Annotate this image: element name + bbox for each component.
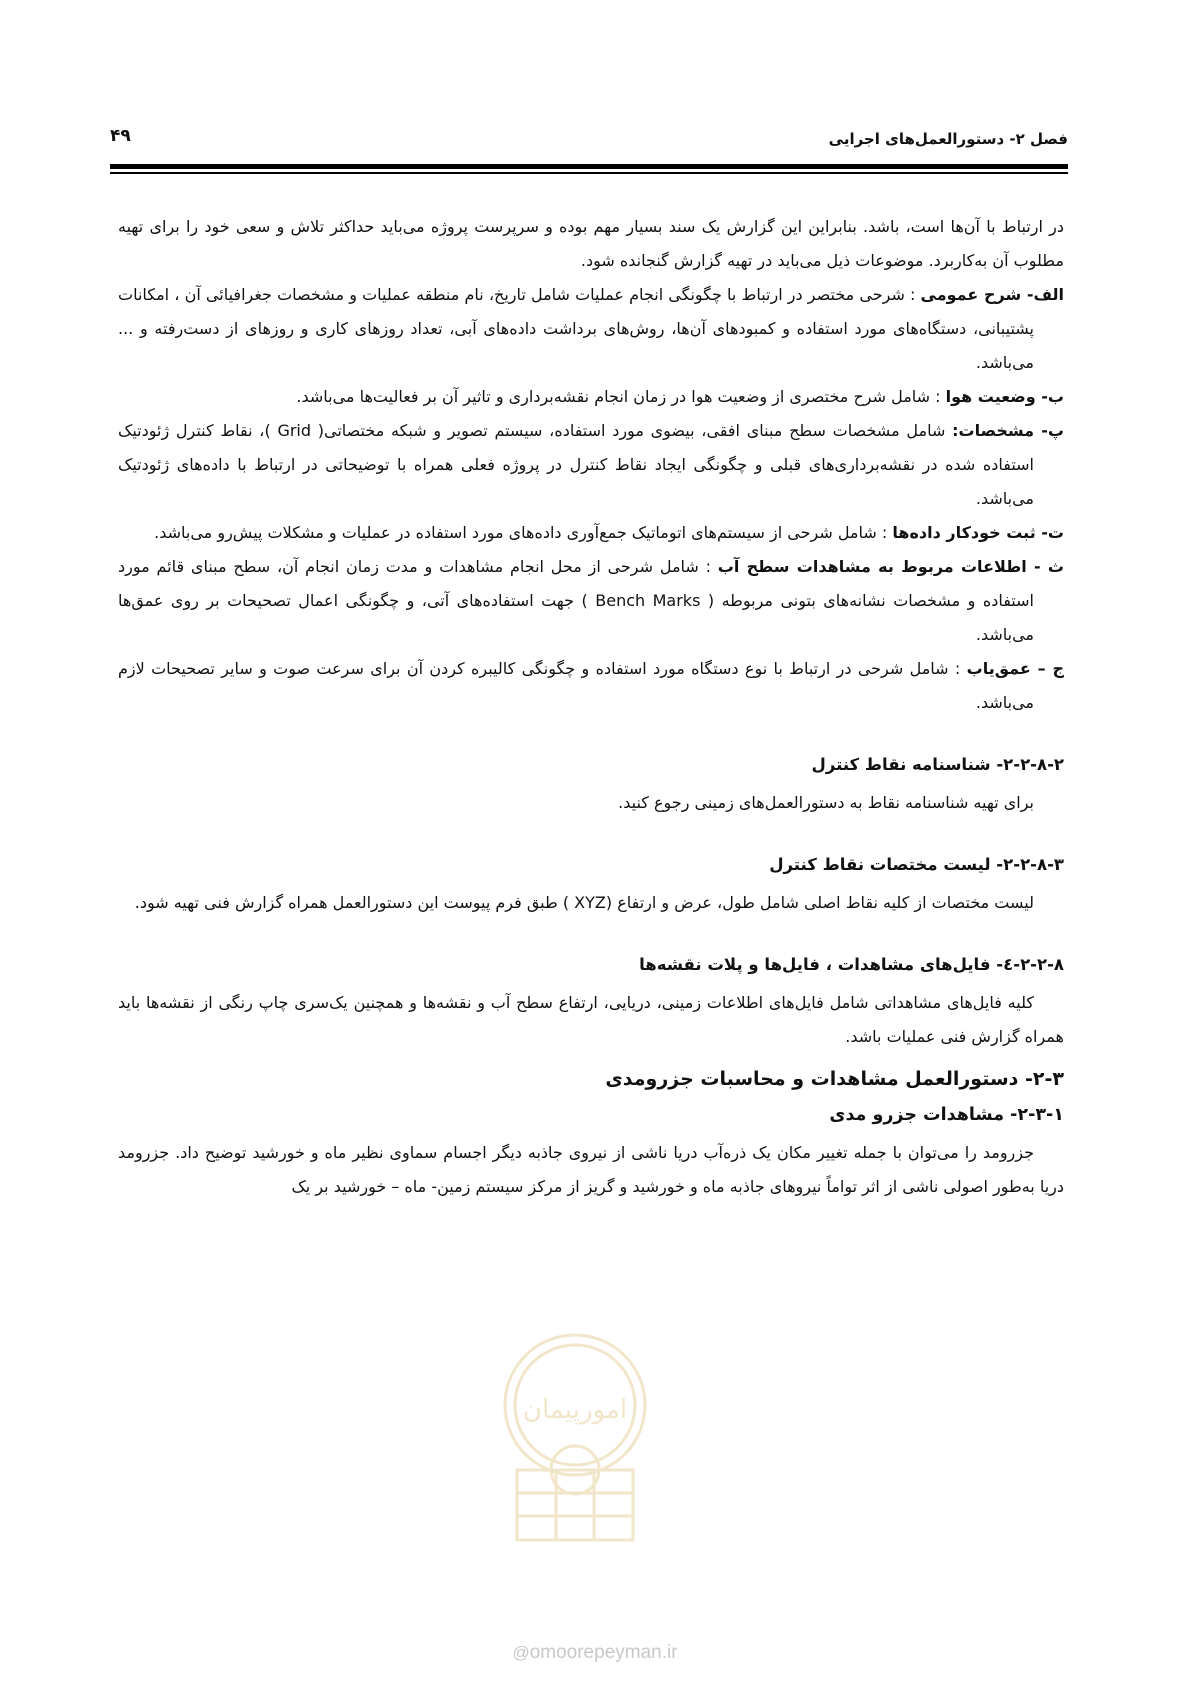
svg-text:امورپیمان: امورپیمان <box>522 1395 628 1425</box>
section-body: برای تهیه شناسنامه نقاط به دستورالعمل‌های زمینی رجوع کنید. <box>618 793 1034 812</box>
chapter-title: فصل ۲- دستورالعمل‌های اجرایی <box>828 130 1068 148</box>
footer-url-text: omoorepeyman.ir <box>529 1642 678 1663</box>
item-label: ج – عمق‌یاب <box>966 659 1065 678</box>
section-body: کلیه فایل‌های مشاهداتی شامل فایل‌های اطلاعات زمینی، دریایی، ارتفاع سطح آب و نقشه‌ها و همچنین یک‌سری چاپ رنگی از نقشه‌ها باید همراه گزارش فنی عملیات باشد. <box>118 993 1064 1046</box>
item-text: شامل مشخصات سطح مبنای افقی، بیضوی مورد استفاده، سیستم تصویر و شبکه مختصاتی( Grid )، نقاط کنترل ژئودتیک استفاده شده در نقشه‌برداری‌های قبلی و چگونگی ایجاد نقاط کنترل در پروژه فعلی همراه با توضیحاتی در ارتباط با داده‌های ژئودتیک می‌باشد. <box>118 421 1034 508</box>
item-text: : شامل شرحی از سیستم‌های اتوماتیک جمع‌آوری داده‌های مورد استفاده در عملیات و مشکلات پیش‌رو می‌باشد. <box>154 523 893 542</box>
item-label: ت- ثبت خودکار داده‌ها <box>892 523 1064 542</box>
header-rule-thin <box>110 172 1068 174</box>
section-body: لیست مختصات از کلیه نقاط اصلی شامل طول، عرض و ارتفاع (XYZ ) طبق فرم پیوست این دستورالعمل همراه گزارش فنی تهیه شود. <box>134 893 1034 912</box>
page-number: ۴۹ <box>110 126 131 146</box>
list-item <box>118 550 1064 652</box>
item-text: : شامل شرحی از محل انجام مشاهدات و مدت زمان انجام آن، سطح مبنای قائم مورد استفاده و مشخصات نشانه‌های بتونی مربوطه ( Bench Marks ) جهت استفاده‌های آتی، و چگونگی اعمال تصحیحات بر روی عمق‌ها می‌باشد. <box>118 557 1034 644</box>
section-heading: ۲-۲-۸-٤- فایل‌های مشاهدات ، فایل‌ها و پلات نقشه‌ها <box>639 955 1064 974</box>
section-heading: ۲-۲-۸-۳- لیست مختصات نقاط کنترل <box>769 855 1064 874</box>
watermark-seal <box>495 1330 655 1545</box>
chapter-section-heading: ۲-۳- دستورالعمل مشاهدات و محاسبات جزرومدی <box>605 1068 1064 1090</box>
footer-url <box>0 1642 1190 1664</box>
item-label: الف- شرح عمومی <box>920 285 1065 304</box>
list-item <box>118 652 1064 720</box>
list-item <box>118 278 1064 380</box>
document-body <box>118 210 1064 1204</box>
header-rule-thick <box>110 164 1068 169</box>
at-icon: @ <box>512 1643 530 1662</box>
item-label: ث - اطلاعات مربوط به مشاهدات سطح آب <box>717 557 1064 576</box>
item-label: پ- مشخصات: <box>952 421 1064 440</box>
item-label: ب- وضعیت هوا <box>945 387 1064 406</box>
subsection-body: جزرومد را می‌توان با جمله تغییر مکان یک ذره‌آب دریا ناشی از نیروی جاذبه دیگر اجسام سماوی نظیر ماه و خورشید توضیح داد. جزرومد دریا به‌طور اصولی ناشی از اثر تواماً نیروهای جاذبه ماه و خورشید و گریز از مرکز سیستم زمین- ماه – خورشید بر یک <box>118 1143 1064 1196</box>
list-item <box>118 414 1064 516</box>
page-header <box>110 118 1068 168</box>
list-item <box>118 516 1064 550</box>
item-text: : شامل شرح مختصری از وضعیت هوا در زمان انجام نقشه‌برداری و تاثیر آن بر فعالیت‌ها می‌باشد. <box>296 387 946 406</box>
item-text: : شامل شرحی در ارتباط با نوع دستگاه مورد استفاده و چگونگی کالیبره کردن آن برای سرعت صوت و سایر تصحیحات لازم می‌باشد. <box>118 659 1034 712</box>
subsection-heading: ۲-۳-۱- مشاهدات جزرو مدی <box>829 1105 1064 1125</box>
section-heading: ۲-۲-۸-۲- شناسنامه نقاط کنترل <box>811 755 1064 774</box>
item-text: : شرحی مختصر در ارتباط با چگونگی انجام عملیات شامل تاریخ، نام منطقه عملیات و مشخصات جغرافیائی آن ، امکانات پشتیبانی، دستگاه‌های مورد استفاده و کمبودهای آن‌ها، روش‌های برداشت داده‌های آبی، تعداد روزهای کاری و روزهای از دست‌رفته و ... می‌باشد. <box>118 285 1034 372</box>
list-item <box>118 380 1064 414</box>
intro-paragraph: در ارتباط با آن‌ها است، باشد. بنابراین این گزارش یک سند بسیار مهم بوده و سرپرست پروژه می‌باید حداکثر تلاش و سعی خود را برای تهیه مطلوب آن به‌کاربرد. موضوعات ذیل می‌باید در تهیه گزارش گنجانده شود. <box>118 217 1064 270</box>
